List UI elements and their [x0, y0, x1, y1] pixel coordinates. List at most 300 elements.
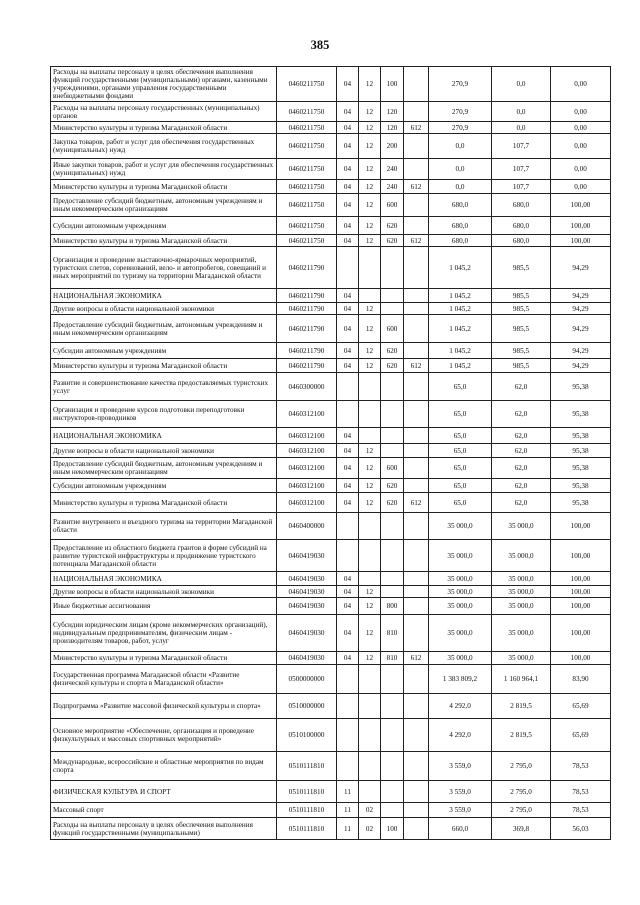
table-row [51, 373, 611, 401]
row-code: 0460312100 [277, 428, 337, 444]
table-row [51, 540, 611, 572]
row-department [404, 665, 429, 694]
row-executed: 985,5 [492, 359, 551, 373]
row-department [404, 752, 429, 781]
row-name: Другие вопросы в области национальной экономики [51, 586, 277, 598]
row-section: 04 [337, 343, 359, 359]
row-code: 0460312100 [277, 444, 337, 458]
row-planned: 35 000,0 [429, 540, 492, 572]
row-percent: 100,00 [551, 194, 611, 217]
row-section: 04 [337, 67, 359, 102]
row-planned: 35 000,0 [429, 652, 492, 665]
table-row [51, 343, 611, 359]
row-planned: 65,0 [429, 401, 492, 428]
row-name: Субсидии юридическим лицам (кроме некоммерческих организаций), индивидуальным предпринимателям, физическим лицам - производителям товаров, работ, услуг [51, 615, 277, 652]
row-expense-type: 620 [381, 343, 404, 359]
row-section [337, 247, 359, 289]
row-planned: 35 000,0 [429, 586, 492, 598]
row-expense-type [381, 752, 404, 781]
row-percent: 83,90 [551, 665, 611, 694]
row-section: 04 [337, 479, 359, 493]
row-percent: 100,00 [551, 586, 611, 598]
row-code: 0460419030 [277, 540, 337, 572]
row-percent: 78,53 [551, 803, 611, 818]
table-row [51, 217, 611, 235]
row-executed: 680,0 [492, 217, 551, 235]
row-section: 04 [337, 444, 359, 458]
row-section [337, 694, 359, 719]
row-executed: 985,5 [492, 289, 551, 303]
table-row [51, 586, 611, 598]
row-executed: 62,0 [492, 373, 551, 401]
row-department [404, 598, 429, 615]
row-planned: 660,0 [429, 818, 492, 840]
row-code: 0510000000 [277, 694, 337, 719]
row-expense-type [381, 781, 404, 803]
row-percent: 100,00 [551, 615, 611, 652]
row-executed: 2 819,5 [492, 694, 551, 719]
row-planned: 35 000,0 [429, 598, 492, 615]
table-row [51, 493, 611, 513]
row-planned: 0,0 [429, 159, 492, 180]
row-percent: 95,38 [551, 401, 611, 428]
row-code: 0460300000 [277, 373, 337, 401]
row-department [404, 719, 429, 752]
row-subsection [359, 540, 381, 572]
row-name: Министерство культуры и туризма Магаданской области [51, 122, 277, 134]
row-expense-type: 100 [381, 67, 404, 102]
table-row [51, 315, 611, 343]
row-name: Международные, всероссийские и областные мероприятия по видам спорта [51, 752, 277, 781]
row-percent: 100,00 [551, 217, 611, 235]
budget-table [50, 66, 611, 840]
row-executed: 1 160 964,1 [492, 665, 551, 694]
row-section: 04 [337, 235, 359, 247]
row-percent: 0,00 [551, 67, 611, 102]
row-code: 0460400000 [277, 513, 337, 540]
row-subsection [359, 289, 381, 303]
row-percent: 100,00 [551, 540, 611, 572]
row-executed: 680,0 [492, 235, 551, 247]
row-department [404, 159, 429, 180]
row-expense-type [381, 444, 404, 458]
row-code: 0460419030 [277, 615, 337, 652]
row-subsection [359, 781, 381, 803]
table-row [51, 572, 611, 586]
row-section: 04 [337, 315, 359, 343]
row-code: 0460312100 [277, 401, 337, 428]
row-subsection: 12 [359, 217, 381, 235]
page-number: 385 [310, 38, 330, 52]
row-department [404, 343, 429, 359]
row-planned: 1 045,2 [429, 247, 492, 289]
row-percent: 0,00 [551, 122, 611, 134]
row-executed: 35 000,0 [492, 540, 551, 572]
row-code: 0460419030 [277, 572, 337, 586]
table-row [51, 194, 611, 217]
row-section: 04 [337, 134, 359, 159]
row-name: Субсидии автономным учреждениям [51, 479, 277, 493]
row-expense-type: 600 [381, 458, 404, 479]
row-name: НАЦИОНАЛЬНАЯ ЭКОНОМИКА [51, 428, 277, 444]
row-executed: 35 000,0 [492, 586, 551, 598]
row-percent: 94,29 [551, 343, 611, 359]
row-expense-type [381, 373, 404, 401]
row-expense-type: 620 [381, 235, 404, 247]
row-executed: 35 000,0 [492, 513, 551, 540]
row-percent: 94,29 [551, 247, 611, 289]
row-subsection [359, 665, 381, 694]
row-subsection: 12 [359, 122, 381, 134]
row-planned: 1 045,2 [429, 343, 492, 359]
row-name: Подпрограмма «Развитие массовой физической культуры и спорта» [51, 694, 277, 719]
row-code: 0510111810 [277, 803, 337, 818]
row-code: 0460419030 [277, 598, 337, 615]
row-expense-type [381, 665, 404, 694]
row-name: Министерство культуры и туризма Магаданской области [51, 652, 277, 665]
row-section: 04 [337, 615, 359, 652]
row-name: Субсидии автономным учреждениям [51, 217, 277, 235]
row-percent: 95,38 [551, 428, 611, 444]
row-percent: 95,38 [551, 479, 611, 493]
row-percent: 78,53 [551, 781, 611, 803]
row-department: 612 [404, 359, 429, 373]
row-code: 0460211750 [277, 217, 337, 235]
row-section [337, 513, 359, 540]
table-row [51, 479, 611, 493]
row-subsection: 12 [359, 359, 381, 373]
row-percent: 100,00 [551, 572, 611, 586]
row-subsection: 12 [359, 652, 381, 665]
row-name: Расходы на выплаты персоналу в целях обеспечения выполнения функций государственными (муниципальными) [51, 818, 277, 840]
row-name: Министерство культуры и туризма Магаданской области [51, 180, 277, 194]
row-code: 0510111810 [277, 781, 337, 803]
row-department: 612 [404, 180, 429, 194]
row-department: 612 [404, 493, 429, 513]
table-row [51, 134, 611, 159]
table-row [51, 303, 611, 315]
row-department [404, 615, 429, 652]
row-subsection: 12 [359, 458, 381, 479]
row-percent: 95,38 [551, 493, 611, 513]
row-section: 04 [337, 122, 359, 134]
row-planned: 35 000,0 [429, 513, 492, 540]
row-section: 11 [337, 781, 359, 803]
row-name: НАЦИОНАЛЬНАЯ ЭКОНОМИКА [51, 572, 277, 586]
row-section: 04 [337, 652, 359, 665]
row-executed: 62,0 [492, 428, 551, 444]
row-department [404, 194, 429, 217]
row-name: Расходы на выплаты персоналу государственных (муниципальных) органов [51, 102, 277, 122]
row-code: 0460211750 [277, 159, 337, 180]
row-executed: 680,0 [492, 194, 551, 217]
row-department [404, 102, 429, 122]
row-name: Иные бюджетные ассигнования [51, 598, 277, 615]
row-percent: 56,03 [551, 818, 611, 840]
row-name: Массовый спорт [51, 803, 277, 818]
row-code: 0460211750 [277, 134, 337, 159]
table-row [51, 122, 611, 134]
row-section [337, 752, 359, 781]
row-section: 04 [337, 289, 359, 303]
row-expense-type: 810 [381, 652, 404, 665]
row-executed: 0,0 [492, 67, 551, 102]
row-department [404, 458, 429, 479]
row-planned: 270,9 [429, 122, 492, 134]
row-percent: 95,38 [551, 458, 611, 479]
row-name: Расходы на выплаты персоналу в целях обеспечения выполнения функций государственными (муниципальными) органами, казенными учреждениями, органами управления государственными внебюджетными фондами [51, 67, 277, 102]
row-department [404, 134, 429, 159]
table-row [51, 401, 611, 428]
table-row [51, 694, 611, 719]
row-executed: 62,0 [492, 493, 551, 513]
row-expense-type: 240 [381, 159, 404, 180]
row-department [404, 303, 429, 315]
row-executed: 2 819,5 [492, 719, 551, 752]
row-subsection: 12 [359, 159, 381, 180]
row-subsection: 02 [359, 803, 381, 818]
row-section: 04 [337, 493, 359, 513]
row-executed: 62,0 [492, 479, 551, 493]
row-executed: 35 000,0 [492, 615, 551, 652]
row-planned: 65,0 [429, 458, 492, 479]
row-code: 0460211750 [277, 235, 337, 247]
row-code: 0460211790 [277, 289, 337, 303]
row-department [404, 781, 429, 803]
table-row [51, 180, 611, 194]
row-expense-type [381, 303, 404, 315]
row-percent: 100,00 [551, 652, 611, 665]
row-expense-type [381, 572, 404, 586]
table-row [51, 458, 611, 479]
row-section [337, 665, 359, 694]
row-percent: 100,00 [551, 598, 611, 615]
row-code: 0460312100 [277, 479, 337, 493]
row-department [404, 315, 429, 343]
row-planned: 1 383 809,2 [429, 665, 492, 694]
row-subsection: 12 [359, 444, 381, 458]
table-row [51, 289, 611, 303]
row-executed: 62,0 [492, 458, 551, 479]
row-expense-type: 620 [381, 359, 404, 373]
row-department [404, 428, 429, 444]
row-expense-type [381, 694, 404, 719]
row-section: 04 [337, 102, 359, 122]
row-name: Организация и проведение выставочно-ярмарочных мероприятий, туристских слетов, соревнований, вело- и автопробегов, совещаний и иных мероприятий по туризму на территории Магаданской области [51, 247, 277, 289]
row-percent: 94,29 [551, 303, 611, 315]
row-expense-type [381, 401, 404, 428]
row-percent: 95,38 [551, 373, 611, 401]
row-subsection [359, 694, 381, 719]
row-expense-type: 100 [381, 818, 404, 840]
row-subsection [359, 401, 381, 428]
table-row [51, 428, 611, 444]
row-name: Министерство культуры и туризма Магаданской области [51, 359, 277, 373]
row-planned: 680,0 [429, 194, 492, 217]
row-department [404, 586, 429, 598]
row-subsection: 12 [359, 598, 381, 615]
row-name: Закупка товаров, работ и услуг для обеспечения государственных (муниципальных) нужд [51, 134, 277, 159]
row-executed: 985,5 [492, 303, 551, 315]
row-name: Другие вопросы в области национальной экономики [51, 303, 277, 315]
row-subsection [359, 428, 381, 444]
row-section [337, 401, 359, 428]
table-row [51, 803, 611, 818]
row-subsection: 12 [359, 235, 381, 247]
table-row [51, 247, 611, 289]
row-department [404, 444, 429, 458]
row-expense-type: 810 [381, 615, 404, 652]
row-name: Развитие внутреннего и въездного туризма на территории Магаданской области [51, 513, 277, 540]
row-name: Другие вопросы в области национальной экономики [51, 444, 277, 458]
row-planned: 65,0 [429, 493, 492, 513]
row-executed: 62,0 [492, 401, 551, 428]
row-expense-type [381, 719, 404, 752]
row-department: 612 [404, 235, 429, 247]
row-subsection: 12 [359, 67, 381, 102]
table-row [51, 235, 611, 247]
row-code: 0510100000 [277, 719, 337, 752]
row-department [404, 513, 429, 540]
row-expense-type: 600 [381, 315, 404, 343]
row-executed: 35 000,0 [492, 652, 551, 665]
row-executed: 0,0 [492, 122, 551, 134]
row-executed: 35 000,0 [492, 598, 551, 615]
table-row [51, 513, 611, 540]
row-planned: 680,0 [429, 235, 492, 247]
row-code: 0460211790 [277, 359, 337, 373]
row-executed: 0,0 [492, 102, 551, 122]
row-section: 11 [337, 803, 359, 818]
row-code: 0460211750 [277, 180, 337, 194]
row-planned: 0,0 [429, 180, 492, 194]
row-percent: 100,00 [551, 235, 611, 247]
row-subsection [359, 373, 381, 401]
row-section: 04 [337, 217, 359, 235]
row-subsection [359, 247, 381, 289]
row-department [404, 540, 429, 572]
row-planned: 65,0 [429, 428, 492, 444]
row-subsection [359, 719, 381, 752]
row-percent: 65,69 [551, 719, 611, 752]
row-section [337, 719, 359, 752]
table-row [51, 444, 611, 458]
table-row [51, 665, 611, 694]
row-name: Предоставление из областного бюджета грантов в форме субсидий на развитие туристской инфраструктуры и продвижение туристского потенциала Магаданской области [51, 540, 277, 572]
table-row [51, 159, 611, 180]
row-subsection: 12 [359, 315, 381, 343]
row-executed: 107,7 [492, 159, 551, 180]
table-row [51, 719, 611, 752]
row-subsection: 12 [359, 303, 381, 315]
table-row [51, 652, 611, 665]
row-planned: 4 292,0 [429, 719, 492, 752]
table-row [51, 615, 611, 652]
row-planned: 3 559,0 [429, 803, 492, 818]
row-section [337, 540, 359, 572]
row-executed: 985,5 [492, 343, 551, 359]
row-section: 11 [337, 818, 359, 840]
row-planned: 270,9 [429, 102, 492, 122]
row-percent: 94,29 [551, 289, 611, 303]
row-section: 04 [337, 159, 359, 180]
row-executed: 2 795,0 [492, 803, 551, 818]
row-department [404, 694, 429, 719]
row-department [404, 247, 429, 289]
row-subsection: 12 [359, 343, 381, 359]
row-percent: 0,00 [551, 102, 611, 122]
row-expense-type: 800 [381, 598, 404, 615]
table-row [51, 781, 611, 803]
row-code: 0460312100 [277, 493, 337, 513]
row-subsection: 12 [359, 479, 381, 493]
row-planned: 3 559,0 [429, 781, 492, 803]
row-subsection: 12 [359, 102, 381, 122]
row-section: 04 [337, 428, 359, 444]
row-planned: 1 045,2 [429, 359, 492, 373]
row-subsection: 02 [359, 818, 381, 840]
row-code: 0460211790 [277, 303, 337, 315]
row-expense-type: 600 [381, 194, 404, 217]
row-expense-type: 620 [381, 493, 404, 513]
row-planned: 3 559,0 [429, 752, 492, 781]
row-percent: 0,00 [551, 180, 611, 194]
row-executed: 107,7 [492, 180, 551, 194]
row-code: 0460211750 [277, 67, 337, 102]
row-department [404, 803, 429, 818]
table-row [51, 359, 611, 373]
row-subsection: 12 [359, 134, 381, 159]
row-section [337, 373, 359, 401]
row-percent: 100,00 [551, 513, 611, 540]
row-department [404, 479, 429, 493]
row-name: Предоставление субсидий бюджетным, автономным учреждениям и иным некоммерческим организациям [51, 315, 277, 343]
row-name: Организация и проведение курсов подготовки переподготовки инструкторов-проводников [51, 401, 277, 428]
row-code: 0500000000 [277, 665, 337, 694]
row-executed: 2 795,0 [492, 781, 551, 803]
row-name: Основное мероприятие «Обеспечение, организация и проведение физкультурных и массовых спортивных мероприятий» [51, 719, 277, 752]
row-name: Иные закупки товаров, работ и услуг для обеспечения государственных (муниципальных) нужд [51, 159, 277, 180]
row-section: 04 [337, 572, 359, 586]
row-planned: 35 000,0 [429, 615, 492, 652]
row-subsection: 12 [359, 493, 381, 513]
row-expense-type: 120 [381, 102, 404, 122]
row-code: 0510111810 [277, 818, 337, 840]
row-department [404, 818, 429, 840]
row-executed: 107,7 [492, 134, 551, 159]
table-row [51, 67, 611, 102]
row-expense-type [381, 586, 404, 598]
row-name: Развитие и совершенствование качества предоставляемых туристских услуг [51, 373, 277, 401]
row-name: Государственная программа Магаданской области «Развитие физической культуры и спорта в Магаданской области» [51, 665, 277, 694]
row-code: 0460211750 [277, 194, 337, 217]
row-subsection [359, 572, 381, 586]
row-subsection: 12 [359, 586, 381, 598]
row-planned: 0,0 [429, 134, 492, 159]
row-planned: 4 292,0 [429, 694, 492, 719]
row-executed: 985,5 [492, 315, 551, 343]
row-name: Субсидии автономным учреждениям [51, 343, 277, 359]
row-code: 0460211790 [277, 315, 337, 343]
row-department [404, 67, 429, 102]
row-percent: 0,00 [551, 134, 611, 159]
row-planned: 680,0 [429, 217, 492, 235]
row-expense-type: 120 [381, 122, 404, 134]
row-department [404, 289, 429, 303]
row-subsection: 12 [359, 194, 381, 217]
row-name: Министерство культуры и туризма Магаданской области [51, 235, 277, 247]
row-expense-type [381, 513, 404, 540]
